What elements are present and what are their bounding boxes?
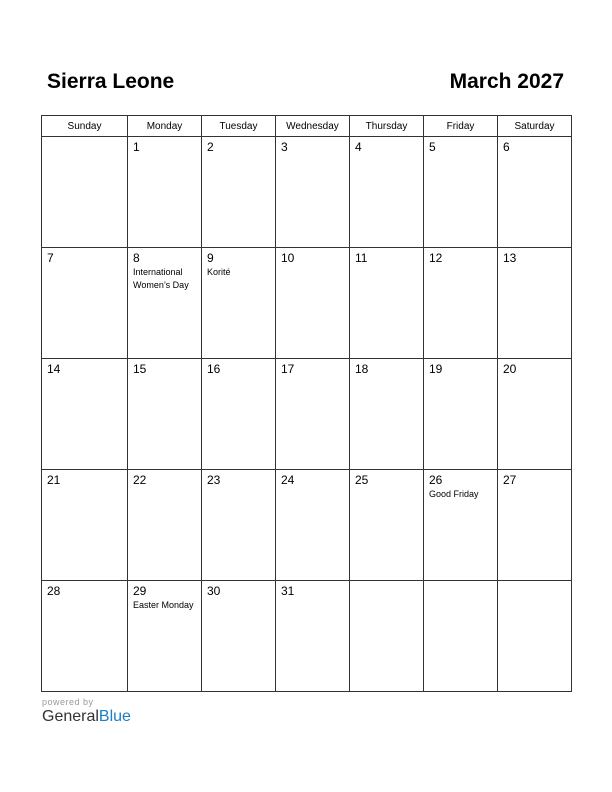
day-number: 18 xyxy=(355,362,369,376)
day-number: 28 xyxy=(47,584,61,598)
day-cell xyxy=(128,137,202,248)
day-number: 1 xyxy=(133,140,140,154)
generalblue-logo[interactable] xyxy=(42,707,131,727)
day-number: 19 xyxy=(429,362,443,376)
day-cell xyxy=(202,359,276,470)
day-number: 27 xyxy=(503,473,517,487)
day-number: 21 xyxy=(47,473,61,487)
day-number: 26 xyxy=(429,473,443,487)
day-number: 24 xyxy=(281,473,295,487)
generalblue-footer xyxy=(42,697,131,727)
day-cell-empty xyxy=(350,581,424,692)
day-number: 9 xyxy=(207,251,214,265)
day-cell-empty xyxy=(424,581,498,692)
calendar-grid xyxy=(41,115,572,692)
day-cell xyxy=(498,470,572,581)
day-number: 10 xyxy=(281,251,295,265)
day-cell xyxy=(276,248,350,359)
powered-by-label: powered by xyxy=(42,697,94,707)
day-number: 7 xyxy=(47,251,54,265)
weekday-header: Wednesday xyxy=(276,116,350,137)
day-cell xyxy=(424,248,498,359)
day-cell xyxy=(128,248,202,359)
week-row xyxy=(42,470,572,581)
day-cell xyxy=(128,359,202,470)
day-cell xyxy=(424,359,498,470)
day-cell xyxy=(498,137,572,248)
calendar-country-title: Sierra Leone xyxy=(47,70,175,93)
day-cell xyxy=(350,359,424,470)
day-number: 11 xyxy=(355,251,368,265)
holiday-label: Easter Monday xyxy=(133,600,194,610)
day-number: 5 xyxy=(429,140,436,154)
day-number: 2 xyxy=(207,140,214,154)
day-number: 17 xyxy=(281,362,295,376)
calendar-month-title: March 2027 xyxy=(449,70,564,93)
logo-text-blue: Blue xyxy=(98,708,131,725)
day-number: 30 xyxy=(207,584,221,598)
holiday-label: Good Friday xyxy=(429,489,479,499)
day-cell xyxy=(498,248,572,359)
day-number: 15 xyxy=(133,362,147,376)
day-number: 8 xyxy=(133,251,140,265)
day-cell xyxy=(498,359,572,470)
day-cell xyxy=(350,470,424,581)
day-cell xyxy=(276,359,350,470)
week-row xyxy=(42,248,572,359)
holiday-label: International Women’s Day xyxy=(133,267,189,290)
weekday-header-row xyxy=(42,116,572,137)
week-row xyxy=(42,581,572,692)
day-number: 22 xyxy=(133,473,147,487)
day-cell xyxy=(202,470,276,581)
weekday-header: Sunday xyxy=(42,116,128,137)
day-cell xyxy=(424,137,498,248)
day-number: 23 xyxy=(207,473,221,487)
day-number: 14 xyxy=(47,362,61,376)
day-cell xyxy=(424,470,498,581)
week-row xyxy=(42,137,572,248)
day-cell xyxy=(128,470,202,581)
holiday-label: Korité xyxy=(207,267,231,277)
day-number: 29 xyxy=(133,584,147,598)
day-number: 20 xyxy=(503,362,517,376)
day-number: 4 xyxy=(355,140,362,154)
weekday-header: Thursday xyxy=(350,116,424,137)
day-cell xyxy=(276,137,350,248)
day-number: 6 xyxy=(503,140,510,154)
weekday-header: Friday xyxy=(424,116,498,137)
day-cell-empty xyxy=(42,137,128,248)
day-number: 16 xyxy=(207,362,221,376)
day-cell xyxy=(276,470,350,581)
day-cell xyxy=(276,581,350,692)
weekday-header: Monday xyxy=(128,116,202,137)
day-number: 25 xyxy=(355,473,369,487)
day-cell xyxy=(202,137,276,248)
day-number: 13 xyxy=(503,251,517,265)
day-cell xyxy=(42,359,128,470)
day-cell xyxy=(350,248,424,359)
day-cell xyxy=(42,248,128,359)
day-cell-empty xyxy=(498,581,572,692)
day-cell xyxy=(42,581,128,692)
logo-text-general: General xyxy=(42,708,99,725)
day-number: 3 xyxy=(281,140,288,154)
day-number: 12 xyxy=(429,251,443,265)
weekday-header: Saturday xyxy=(498,116,572,137)
weekday-header: Tuesday xyxy=(202,116,276,137)
day-cell xyxy=(128,581,202,692)
day-cell xyxy=(202,248,276,359)
day-number: 31 xyxy=(281,584,295,598)
day-cell xyxy=(350,137,424,248)
day-cell xyxy=(42,470,128,581)
day-cell xyxy=(202,581,276,692)
week-row xyxy=(42,359,572,470)
